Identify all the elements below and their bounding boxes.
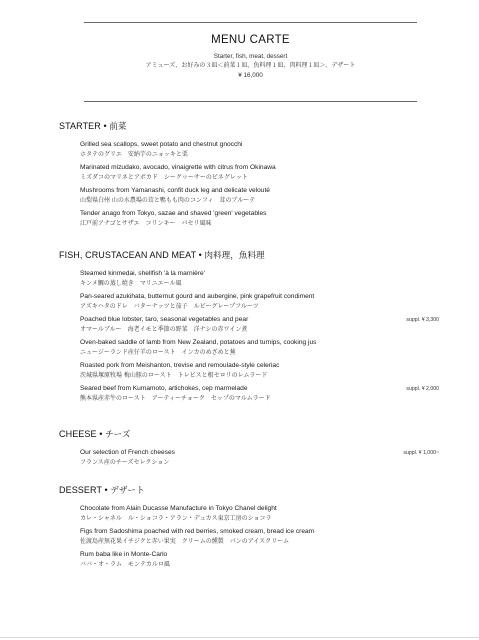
dish-name-japanese: ミズダコのマリネとアボカド シークヮーサーのビネグレット	[80, 174, 248, 181]
dish-item	[80, 315, 439, 334]
dish-name-japanese: カレ・シャネル ル・ショコラ・アラン・デュカス東京工房のショコラ	[80, 515, 272, 522]
dish-item	[80, 504, 439, 523]
dish-name-japanese: 熊本県産赤牛のロースト アーティーチョーク セップのマルムラード	[80, 395, 271, 402]
section-cheese	[59, 428, 439, 471]
dish-name: Chocolate from Alain Ducasse Manufacture in Tokyo Chanel delight	[80, 505, 277, 512]
dish-name: Oven-baked saddle of lamb from New Zealand, potatoes and turnips, cooking jus	[80, 339, 317, 346]
dish-item	[80, 550, 439, 569]
dish-item	[80, 186, 439, 205]
section-title-ja: 肉料理，魚料理	[204, 251, 265, 261]
top-divider	[84, 22, 417, 23]
dish-name: Rum baba like in Monte-Carlo	[80, 551, 168, 558]
section-title: FISH, CRUSTACEAN AND MEAT • 肉料理，魚料理	[59, 250, 265, 261]
dish-item	[80, 527, 439, 546]
supplement-price: suppl. ¥ 1,000~	[403, 450, 439, 456]
dish-name: Roasted pork from Meishanton, trevise and remoulade-style celeriac	[80, 362, 280, 369]
section-fish-meat	[59, 249, 439, 407]
dish-name-japanese: オマールブルー 海老イモと季節の野菜 洋ナシの赤ワイン煮	[80, 326, 248, 333]
section-title-en: DESSERT	[59, 485, 102, 495]
dish-name-japanese: フランス産のチーズセレクション	[80, 459, 170, 466]
menu-price: ¥ 16,000	[238, 72, 263, 79]
section-title-ja: デザート	[110, 486, 145, 496]
dish-name: Marinated mizudako, avocado, vinaigrette with citrus from Okinawa	[80, 164, 276, 171]
menu-header	[84, 34, 417, 80]
section-title-ja: チーズ	[105, 430, 131, 440]
dish-name-japanese: ババ・オ・ラム モンテカルロ風	[80, 561, 170, 568]
dish-item	[80, 361, 439, 380]
dish-name: Steamed kinmedai, shellfish 'à la marnière'	[80, 270, 205, 277]
section-title-en: FISH, CRUSTACEAN AND MEAT	[59, 250, 197, 260]
dish-name-japanese: キンメ鯛の蒸し焼き マリニエール風	[80, 280, 182, 287]
dish-name: Our selection of French cheeses	[80, 449, 175, 456]
section-title: STARTER • 前菜	[59, 121, 127, 132]
supplement-price: suppl. ¥ 2,000	[406, 386, 439, 392]
dish-item	[80, 163, 439, 182]
dish-name: Grilled sea scallops, sweet potato and chestnut gnocchi	[80, 141, 243, 148]
section-title: DESSERT • デザート	[59, 485, 145, 496]
dish-item	[80, 140, 439, 159]
dish-name-japanese: 江戸前アナゴとサザエ コリンキー パセリ風味	[80, 220, 212, 227]
dish-name-japanese: 佐渡島産無花果イチジクと赤い果実 クリームの燻製 パンのアイスクリーム	[80, 538, 290, 545]
dish-item	[80, 338, 439, 357]
section-dessert	[59, 484, 439, 573]
menu-subtitle: Starter, fish, meat, dessert	[213, 53, 288, 60]
section-title-en: CHEESE	[59, 429, 97, 439]
section-title-en: STARTER	[59, 121, 101, 131]
dish-name-japanese: ニュージーランド産仔羊のロースト インカのめざめと蕪	[80, 349, 236, 356]
dish-item	[80, 292, 439, 311]
section-starter	[59, 120, 439, 232]
supplement-price: suppl. ¥ 3,300	[406, 317, 439, 323]
section-title-ja: 前菜	[109, 122, 127, 132]
dish-item	[80, 209, 439, 228]
dish-name-japanese: アズキハタのドレ バターナッツと茄子 ルビーグレープフルーツ	[80, 303, 259, 310]
dish-item	[80, 448, 439, 467]
dish-name: Tender anago from Tokyo, sazae and shaved 'green' vegetables	[80, 210, 267, 217]
dish-name: Seared beef from Kumamoto, artichokes, cep marmelade	[80, 385, 248, 392]
dish-name-japanese: ホタテのグリエ 安納芋のニョッキと栗	[80, 151, 188, 158]
section-title: CHEESE • チーズ	[59, 429, 131, 440]
dish-name-japanese: 茨城県塚原牧場 梅山豚のロースト トレビスと根セロリのレムラード	[80, 372, 268, 379]
menu-title: MENU CARTE	[211, 34, 290, 46]
page-bottom-edge	[0, 637, 479, 638]
dish-item	[80, 384, 439, 403]
dish-name: Mushrooms from Yamanashi, confit duck leg and delicate velouté	[80, 187, 270, 194]
dish-item	[80, 269, 439, 288]
menu-subtitle-japanese: アミューズ、お好みの３皿＜前菜１皿、魚料理１皿、肉料理１皿＞、デザート	[145, 62, 356, 69]
dish-name: Figs from Sadoshima poached with red berries, smoked cream, bread ice cream	[80, 528, 315, 535]
dish-name: Pan-seared azukihata, butternut gourd and aubergine, pink grapefruit condiment	[80, 293, 315, 300]
dish-name-japanese: 山梨県白州 山の水農場の茸と鴨もも肉のコンフィ 茸のブルーテ	[80, 197, 256, 204]
dish-name: Poached blue lobster, taro, seasonal vegetables and pear	[80, 316, 249, 323]
header-divider	[84, 101, 417, 102]
